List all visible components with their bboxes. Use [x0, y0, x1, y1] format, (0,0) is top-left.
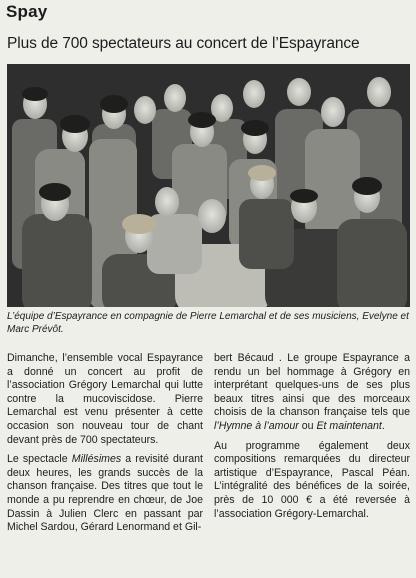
group-photo-image — [7, 64, 410, 307]
article-column-left — [7, 352, 203, 535]
song-title: Et maintenant — [316, 419, 382, 432]
paragraph: bert Bécaud . Le groupe Espayrance a rendu un bel hommage à Grégory en interprétant quelques-uns de ses plus beaux titres ainsi que des morceaux choisis de la chanson française tels que l’Hymne à l’amour ou Et maintenant. — [214, 352, 410, 432]
article-column-right — [214, 352, 410, 521]
show-title: Millésimes — [71, 453, 122, 466]
section-title: Spay — [6, 2, 48, 21]
paragraph: Le spectacle Millésimes a revisité durant deux heures, les grands succès de la chanson française. Des titres que tout le monde a pu reprendre en chœur, de Joe Dassin à Julien Clerc en passant par Michel Sardou, Gérard Lenormand et Gil- — [7, 453, 203, 534]
photo-caption: L’équipe d’Espayrance en compagnie de Pierre Lemarchal et de ses musiciens, Evelyne et Marc Prévôt. — [7, 311, 409, 335]
group-photo — [7, 64, 410, 307]
headline: Plus de 700 spectateurs au concert de l’Espayrance — [7, 35, 360, 52]
paragraph: Dimanche, l’ensemble vocal Espayrance a donné un concert au profit de l’association Grégory Lemarchal qui lutte contre la mucoviscidose. Pierre Lemarchal est venu présenter à cette occasion son nouveau tour de chant devant près de 700 spectateurs. — [7, 352, 203, 446]
paragraph: Au programme également deux compositions remarquées du directeur artistique d’Espayrance, Pascal Péan. L’intégralité des bénéfices de la soirée, près de 10 000 € a été reversée à l’association Grégory-Lemarchal. — [214, 439, 410, 520]
song-title: l’Hymne à l’amour — [214, 419, 299, 432]
